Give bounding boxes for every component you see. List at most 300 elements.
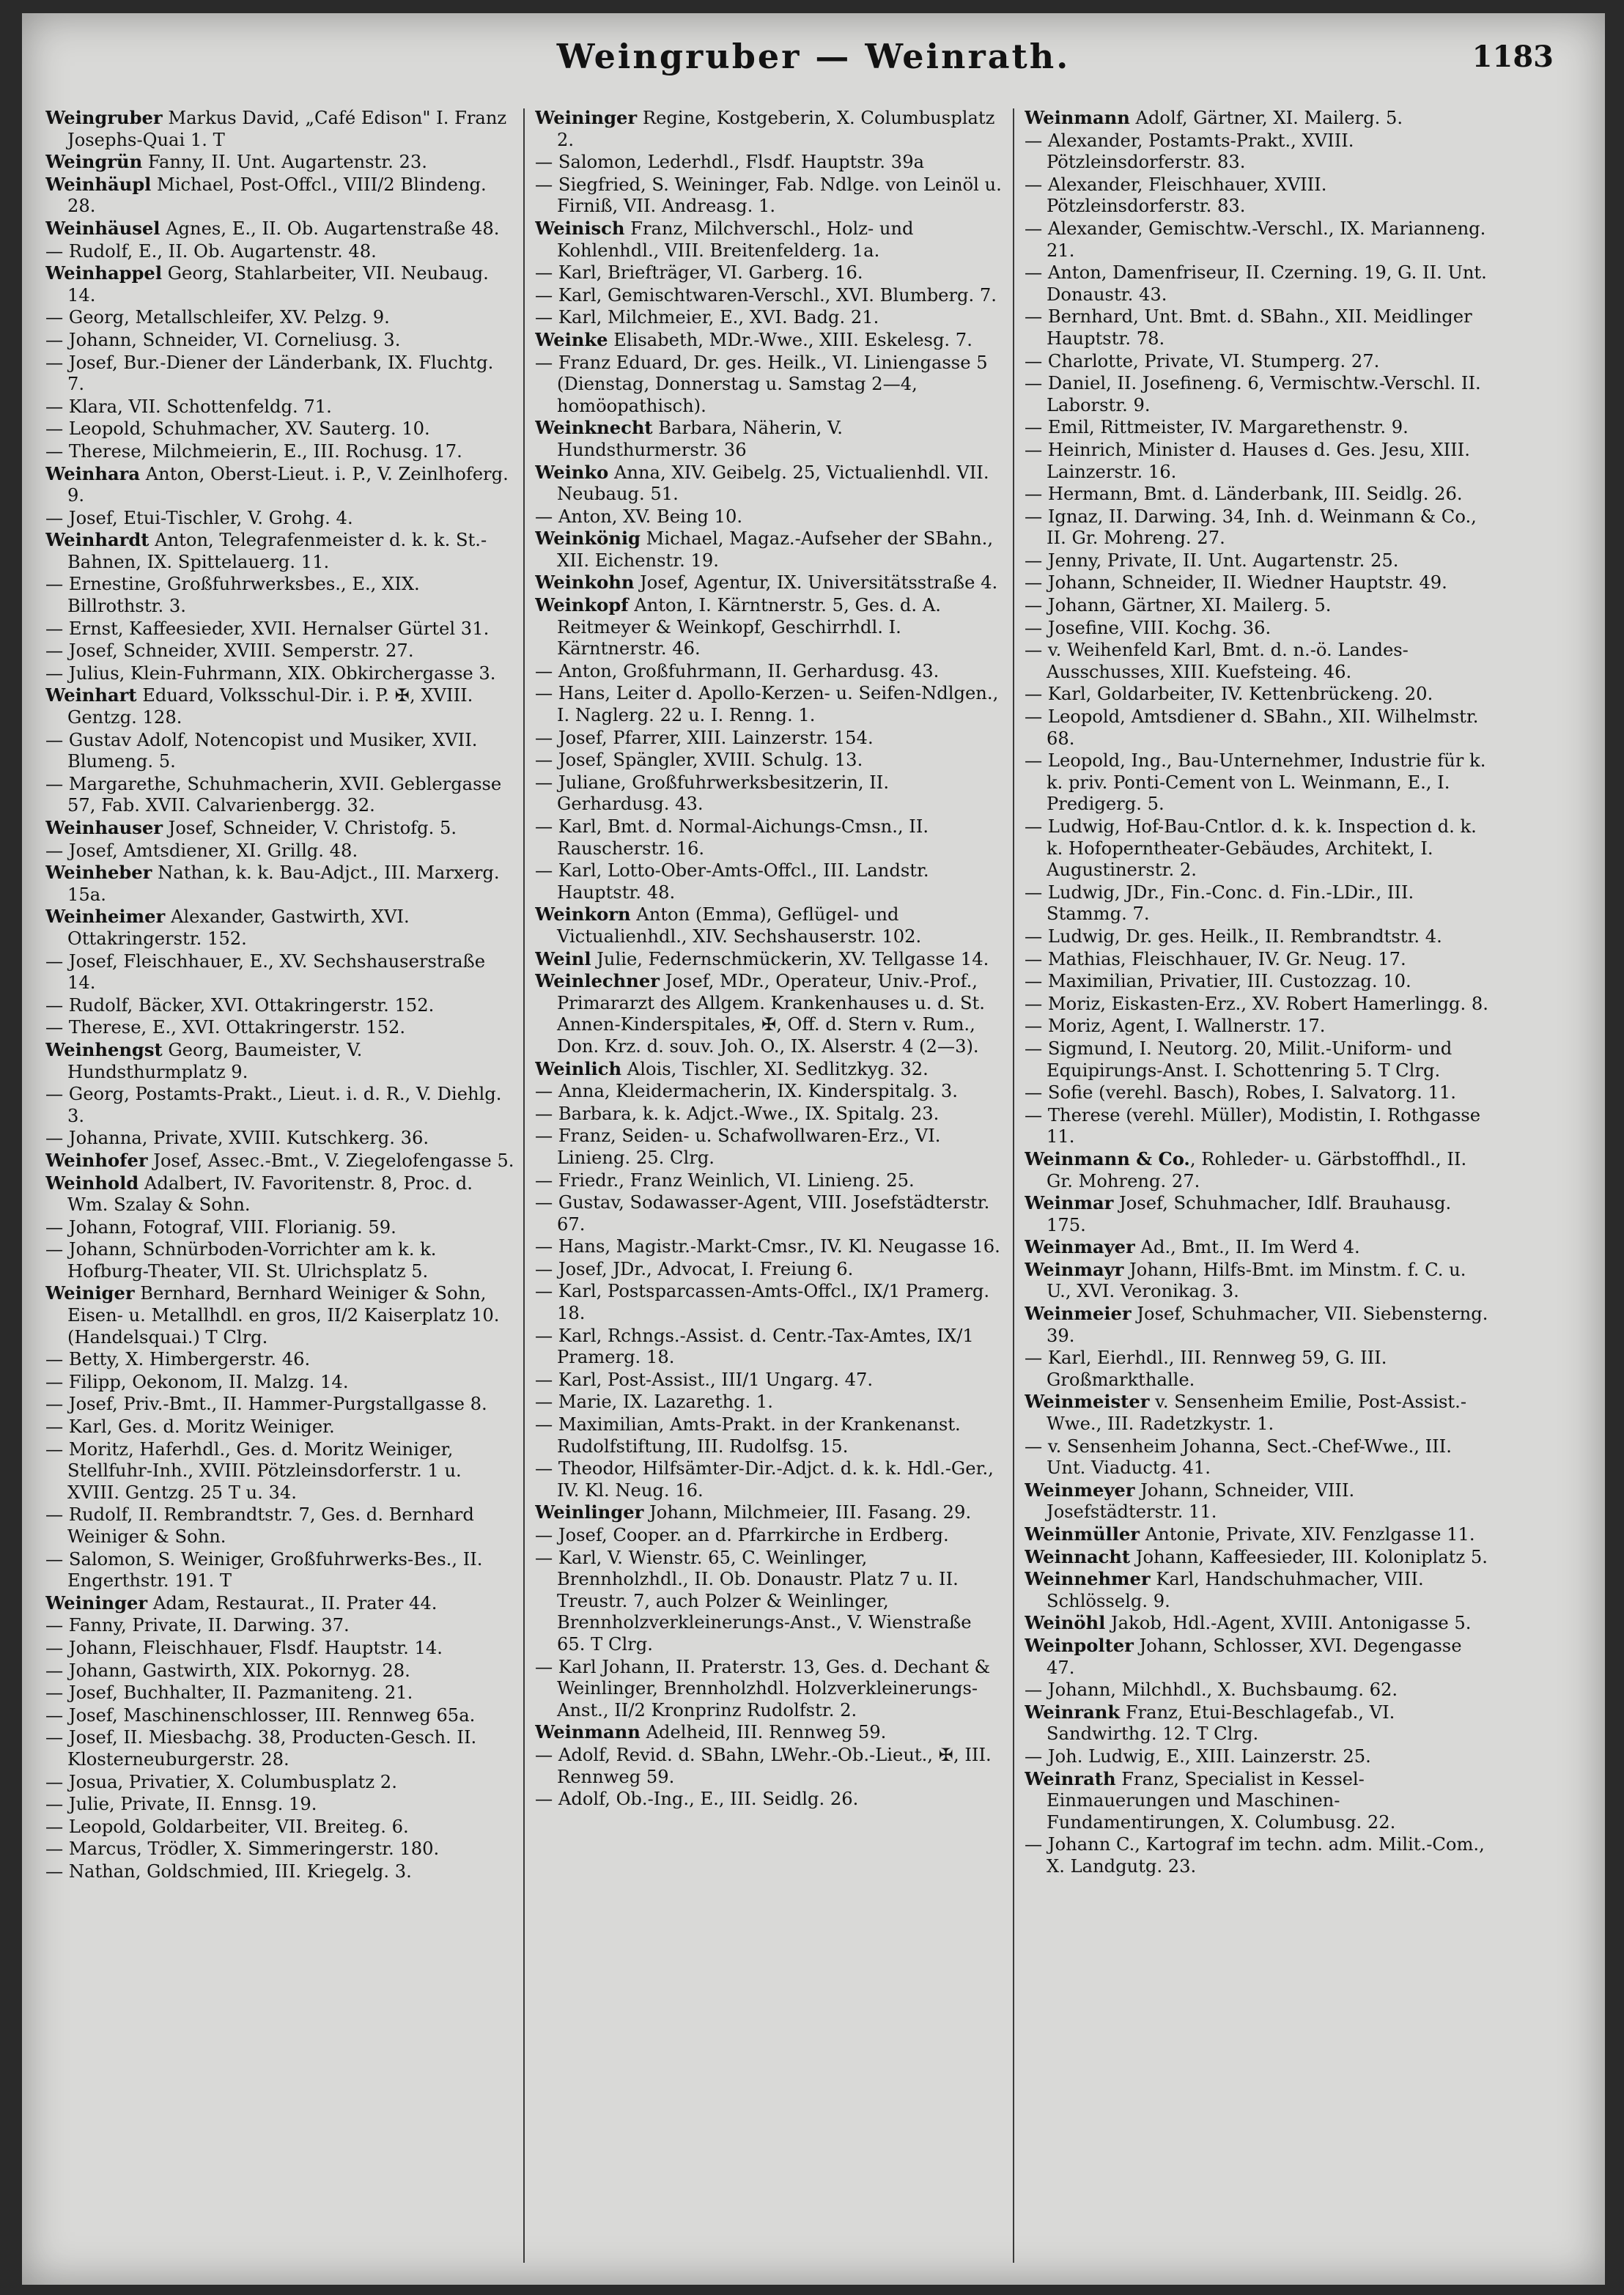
entry-details: — Gustav Adolf, Notencopist und Musiker, XVII. Blumeng. 5. bbox=[45, 729, 478, 772]
directory-entry bbox=[45, 1548, 514, 1592]
directory-entry bbox=[535, 1235, 1004, 1258]
entry-surname: Weinhäupl bbox=[45, 173, 152, 195]
entry-details: Johann, Hilfs-Bmt. im Minstm. f. C. u. U., XVI. Veronikag. 3. bbox=[1047, 1259, 1466, 1302]
entry-details: Josef, MDr., Operateur, Univ.-Prof., Primararzt des Allgem. Krankenhauses u. d. St. Annen-Kinderspitales, ✠, Off. d. Stern v. Rum., Don. Krz. d. souv. Joh. O., IX. Alserstr. 4 (2—3). bbox=[557, 971, 985, 1057]
directory-entry bbox=[535, 1413, 1004, 1457]
directory-entry bbox=[535, 306, 1004, 329]
directory-entry bbox=[45, 573, 514, 617]
directory-entry bbox=[1025, 107, 1494, 130]
entry-details: Anna, XIV. Geibelg. 25, Victualienhdl. VII. Neubaug. 51. bbox=[557, 462, 989, 505]
entry-details: — Moritz, Haferhdl., Ges. d. Moritz Weiniger, Stellfuhr-Inh., XVIII. Pötzleinsdorferstr. 1 u. XVIII. Gentzg. 25 T u. 34. bbox=[45, 1438, 462, 1503]
entry-details: Regine, Kostgeberin, X. Columbusplatz 2. bbox=[557, 108, 995, 150]
entry-surname: Weinmayr bbox=[1025, 1258, 1124, 1280]
directory-entry bbox=[45, 1704, 514, 1727]
directory-entry bbox=[45, 1793, 514, 1816]
directory-entry bbox=[1025, 572, 1494, 594]
directory-entry bbox=[1025, 1104, 1494, 1148]
entry-details: Alexander, Gastwirth, XVI. Ottakringerstr. 152. bbox=[67, 906, 410, 949]
directory-entry bbox=[45, 529, 514, 573]
entry-details: — Margarethe, Schuhmacherin, XVII. Geblergasse 57, Fab. XVII. Calvarienbergg. 32. bbox=[45, 773, 502, 816]
entry-details: — Therese (verehl. Müller), Modistin, I. Rothgasse 11. bbox=[1025, 1104, 1481, 1148]
entry-details: Anton, I. Kärntnerstr. 5, Ges. d. A. Reitmeyer & Weinkopf, Geschirrhdl. I. Kärntnerstr. 46. bbox=[557, 595, 941, 659]
directory-entry bbox=[535, 1391, 1004, 1413]
entry-surname: Weinhara bbox=[45, 462, 141, 484]
directory-entry bbox=[535, 903, 1004, 947]
directory-entry bbox=[45, 1614, 514, 1637]
directory-entry bbox=[45, 151, 514, 174]
directory-entry bbox=[45, 1172, 514, 1216]
entry-details: — Marcus, Trödler, X. Simmeringerstr. 180. bbox=[45, 1838, 440, 1860]
entry-surname: Weiniger bbox=[45, 1282, 135, 1304]
entry-surname: Weinmann bbox=[1025, 107, 1130, 128]
page-header bbox=[22, 28, 1605, 94]
entry-surname: Weinrath bbox=[1025, 1767, 1116, 1789]
directory-entry bbox=[535, 1191, 1004, 1235]
entry-details: — Karl, Lotto-Ober-Amts-Offcl., III. Landstr. Hauptstr. 48. bbox=[535, 860, 929, 903]
directory-entry bbox=[1025, 306, 1494, 350]
directory-page bbox=[22, 13, 1605, 2285]
directory-entry bbox=[45, 684, 514, 728]
entry-details: Franz, Specialist in Kessel-Einmauerungen und Maschinen-Fundamentirungen, X. Columbusg. 22. bbox=[1047, 1768, 1396, 1833]
entry-details: — Mathias, Fleischhauer, IV. Gr. Neug. 17. bbox=[1025, 948, 1406, 969]
directory-entry bbox=[1025, 1259, 1494, 1303]
entry-details: — Johanna, Private, XVIII. Kutschkerg. 36. bbox=[45, 1128, 429, 1149]
directory-entry bbox=[1025, 882, 1494, 925]
directory-entry bbox=[1025, 1568, 1494, 1612]
entry-details: — Maximilian, Amts-Prakt. in der Krankenanst. Rudolfstiftung, III. Rudolfsg. 15. bbox=[535, 1414, 961, 1457]
entry-surname: Weinmeister bbox=[1025, 1391, 1150, 1413]
directory-entry bbox=[45, 1504, 514, 1548]
entry-details: — Moriz, Eiskasten-Erz., XV. Robert Hamerlingg. 8. bbox=[1025, 993, 1488, 1014]
directory-entry bbox=[45, 994, 514, 1017]
directory-entry bbox=[535, 352, 1004, 418]
directory-entry bbox=[45, 1592, 514, 1615]
column-right bbox=[1025, 107, 1494, 2269]
entry-surname: Weinhardt bbox=[45, 529, 150, 551]
entry-details: — Josef, JDr., Advocat, I. Freiung 6. bbox=[535, 1258, 854, 1279]
entry-surname: Weinheber bbox=[45, 862, 152, 884]
directory-entry bbox=[45, 1860, 514, 1883]
entry-details: — Anna, Kleidermacherin, IX. Kinderspitalg. 3. bbox=[535, 1081, 958, 1102]
directory-entry bbox=[1025, 993, 1494, 1016]
directory-entry bbox=[45, 1838, 514, 1860]
directory-entry bbox=[1025, 130, 1494, 174]
directory-entry bbox=[45, 352, 514, 396]
entry-details: Alois, Tischler, XI. Sedlitzkyg. 32. bbox=[621, 1058, 929, 1079]
directory-entry bbox=[535, 660, 1004, 683]
entry-surname: Weinkorn bbox=[535, 903, 631, 925]
entry-details: — Johann C., Kartograf im techn. adm. Milit.-Com., X. Landgutg. 23. bbox=[1025, 1834, 1485, 1877]
column-divider bbox=[1013, 108, 1014, 2263]
directory-entry bbox=[1025, 594, 1494, 617]
entry-details: Johann, Schlosser, XVI. Degengasse 47. bbox=[1047, 1635, 1462, 1678]
entry-details: — Therese, E., XVI. Ottakringerstr. 152. bbox=[45, 1017, 406, 1038]
entry-details: — Josef, Spängler, XVIII. Schulg. 13. bbox=[535, 750, 863, 771]
entry-details: — Ludwig, JDr., Fin.-Conc. d. Fin.-LDir., III. Stammg. 7. bbox=[1025, 882, 1414, 925]
entry-details: Markus David, „Café Edison" I. Franz Josephs-Quai 1. T bbox=[67, 108, 507, 150]
entry-details: — Karl, Ges. d. Moritz Weiniger. bbox=[45, 1416, 335, 1438]
directory-entry bbox=[535, 1258, 1004, 1281]
entry-details: , Rohleder- u. Gärbstoffhdl., II. Gr. Mohreng. 27. bbox=[1047, 1148, 1467, 1191]
entry-details: Fanny, II. Unt. Augartenstr. 23. bbox=[142, 152, 427, 173]
entry-surname: Weinöhl bbox=[1025, 1612, 1106, 1634]
directory-entry bbox=[45, 329, 514, 352]
entry-details: Josef, Agentur, IX. Universitätsstraße 4. bbox=[634, 572, 998, 594]
entry-details: — Hans, Magistr.-Markt-Cmsr., IV. Kl. Neugasse 16. bbox=[535, 1236, 1000, 1257]
directory-entry bbox=[45, 1216, 514, 1239]
entry-details: — Adolf, Revid. d. SBahn, LWehr.-Ob.-Lieut., ✠, III. Rennweg 59. bbox=[535, 1744, 992, 1787]
entry-details: — Juliane, Großfuhrwerksbesitzerin, II. Gerhardusg. 43. bbox=[535, 772, 890, 815]
entry-details: — Friedr., Franz Weinlich, VI. Linieng. 25. bbox=[535, 1169, 915, 1191]
entry-details: — Moriz, Agent, I. Wallnerstr. 17. bbox=[1025, 1016, 1326, 1037]
directory-entry bbox=[1025, 816, 1494, 882]
entry-surname: Weininger bbox=[45, 1592, 148, 1614]
directory-entry bbox=[1025, 439, 1494, 483]
entry-surname: Weinhofer bbox=[45, 1149, 148, 1171]
directory-entry bbox=[1025, 1833, 1494, 1877]
entry-surname: Weingrün bbox=[45, 151, 143, 173]
entry-details: — Leopold, Amtsdiener d. SBahn., XII. Wilhelmstr. 68. bbox=[1025, 706, 1479, 749]
entry-surname: Weinrank bbox=[1025, 1701, 1121, 1723]
entry-details: — Karl, Postsparcassen-Amts-Offcl., IX/1 Pramerg. 18. bbox=[535, 1281, 990, 1324]
entry-details: Agnes, E., II. Ob. Augartenstraße 48. bbox=[160, 218, 500, 239]
directory-entry bbox=[1025, 550, 1494, 572]
directory-entry bbox=[45, 1127, 514, 1150]
directory-entry bbox=[535, 1080, 1004, 1103]
entry-details: — Salomon, Lederhdl., Flsdf. Hauptstr. 39a bbox=[535, 152, 925, 173]
directory-entry bbox=[535, 1125, 1004, 1169]
entry-details: — Siegfried, S. Weininger, Fab. Ndlge. von Leinöl u. Firniß, VII. Andreasg. 1. bbox=[535, 174, 1002, 217]
entry-details: — Josef, Maschinenschlosser, III. Rennweg 65a. bbox=[45, 1704, 476, 1726]
directory-entry bbox=[535, 284, 1004, 307]
directory-entry bbox=[1025, 1391, 1494, 1435]
entry-details: — Filipp, Oekonom, II. Malzg. 14. bbox=[45, 1371, 349, 1392]
directory-entry bbox=[45, 507, 514, 530]
directory-entry bbox=[45, 107, 514, 151]
directory-entry bbox=[535, 506, 1004, 528]
directory-entry bbox=[1025, 1303, 1494, 1347]
entry-surname: Weinlinger bbox=[535, 1501, 644, 1523]
entry-details: — Josef, Pfarrer, XIII. Lainzerstr. 154. bbox=[535, 727, 874, 748]
entry-details: — Daniel, II. Josefineng. 6, Vermischtw.-Verschl. II. Laborstr. 9. bbox=[1025, 373, 1481, 415]
directory-entry bbox=[1025, 1148, 1494, 1192]
entry-details: — Leopold, Schuhmacher, XV. Sauterg. 10. bbox=[45, 418, 430, 440]
directory-entry bbox=[1025, 506, 1494, 550]
page-number: 1183 bbox=[1472, 40, 1554, 74]
entry-details: — Nathan, Goldschmied, III. Kriegelg. 3. bbox=[45, 1860, 412, 1882]
entry-details: — Karl, Rchngs.-Assist. d. Centr.-Tax-Amtes, IX/1 Pramerg. 18. bbox=[535, 1325, 974, 1368]
directory-entry bbox=[535, 1103, 1004, 1126]
directory-entry bbox=[1025, 372, 1494, 416]
entry-details: Josef, Schuhmacher, Idlf. Brauhausg. 175. bbox=[1047, 1193, 1452, 1235]
directory-entry bbox=[45, 174, 514, 218]
entry-details: Adelheid, III. Rennweg 59. bbox=[640, 1722, 887, 1743]
directory-entry bbox=[1025, 683, 1494, 706]
directory-entry bbox=[535, 218, 1004, 262]
directory-entry bbox=[535, 1656, 1004, 1722]
entry-details: — Ignaz, II. Darwing. 34, Inh. d. Weinmann & Co., II. Gr. Mohreng. 27. bbox=[1025, 506, 1477, 549]
entry-details: — Therese, Milchmeierin, E., III. Rochusg. 17. bbox=[45, 440, 462, 462]
entry-details: Josef, Assec.-Bmt., V. Ziegelofengasse 5. bbox=[147, 1150, 514, 1171]
directory-entry bbox=[535, 417, 1004, 461]
entry-surname: Weinlechner bbox=[535, 970, 660, 992]
entry-details: — Hans, Leiter d. Apollo-Kerzen- u. Seifen-Ndlgen., I. Naglerg. 22 u. I. Renng. 1. bbox=[535, 683, 999, 726]
directory-entry bbox=[535, 329, 1004, 352]
directory-entry bbox=[535, 1547, 1004, 1656]
entry-details: — Johann, Fotograf, VIII. Florianig. 59. bbox=[45, 1216, 396, 1238]
directory-entry bbox=[45, 1660, 514, 1682]
directory-entry bbox=[535, 727, 1004, 750]
entry-details: — Josefine, VIII. Kochg. 36. bbox=[1025, 617, 1271, 638]
entry-details: Anton, Telegrafenmeister d. k. k. St.-Bahnen, IX. Spittelauerg. 11. bbox=[67, 530, 487, 572]
entry-details: — Klara, VII. Schottenfeldg. 71. bbox=[45, 396, 332, 417]
directory-entry bbox=[45, 906, 514, 950]
directory-entry bbox=[1025, 617, 1494, 640]
entry-surname: Weinke bbox=[535, 328, 608, 350]
column-middle bbox=[535, 107, 1004, 2269]
directory-entry bbox=[1025, 1082, 1494, 1104]
column-left bbox=[45, 107, 514, 2269]
entry-details: — Rudolf, E., II. Ob. Augartenstr. 48. bbox=[45, 240, 377, 262]
entry-details: — Josef, Cooper. an d. Pfarrkirche in Erdberg. bbox=[535, 1525, 949, 1545]
directory-entry bbox=[1025, 1479, 1494, 1523]
entry-details: — Theodor, Hilfsämter-Dir.-Adjct. d. k. k. Hdl.-Ger., IV. Kl. Neug. 16. bbox=[535, 1458, 994, 1501]
entry-details: — Josef, Buchhalter, II. Pazmaniteng. 21. bbox=[45, 1682, 413, 1704]
directory-entry bbox=[45, 463, 514, 507]
entry-details: — Johann, Gärtner, XI. Mailerg. 5. bbox=[1025, 595, 1332, 616]
directory-entry bbox=[535, 682, 1004, 726]
column-divider bbox=[523, 108, 525, 2263]
directory-entry bbox=[535, 816, 1004, 860]
entry-details: — Johann, Schnürboden-Vorrichter am k. k. Hofburg-Theater, VII. St. Ulrichsplatz 5. bbox=[45, 1239, 437, 1282]
entry-surname: Weininger bbox=[535, 107, 638, 128]
entry-surname: Weinmeyer bbox=[1025, 1479, 1135, 1501]
directory-entry bbox=[1025, 416, 1494, 439]
entry-surname: Weinhäusel bbox=[45, 217, 160, 239]
entry-details: — Johann, Schneider, VI. Corneliusg. 3. bbox=[45, 329, 401, 350]
directory-entry bbox=[1025, 1768, 1494, 1834]
directory-entry bbox=[1025, 174, 1494, 218]
entry-surname: Weinisch bbox=[535, 217, 625, 239]
entry-details: — Rudolf, Bäcker, XVI. Ottakringerstr. 152. bbox=[45, 994, 435, 1016]
entry-details: Johann, Milchmeier, III. Fasang. 29. bbox=[643, 1502, 972, 1523]
directory-entry bbox=[1025, 1701, 1494, 1745]
entry-details: — Rudolf, II. Rembrandtstr. 7, Ges. d. Bernhard Weiniger & Sohn. bbox=[45, 1504, 474, 1547]
entry-details: — Charlotte, Private, VI. Stumperg. 27. bbox=[1025, 350, 1380, 372]
directory-entry bbox=[535, 107, 1004, 151]
entry-details: — Johann, Milchhdl., X. Buchsbaumg. 62. bbox=[1025, 1679, 1398, 1701]
directory-entry bbox=[1025, 706, 1494, 750]
entry-surname: Weinhauser bbox=[45, 817, 163, 838]
directory-entry bbox=[45, 773, 514, 817]
entry-details: — Marie, IX. Lazarethg. 1. bbox=[535, 1392, 773, 1413]
directory-entry bbox=[45, 1416, 514, 1438]
directory-entry bbox=[45, 1438, 514, 1504]
entry-details: — v. Weihenfeld Karl, Bmt. d. n.-ö. Landes-Ausschusses, XIII. Kuefsteing. 46. bbox=[1025, 640, 1409, 682]
entry-details: — Josua, Privatier, X. Columbusplatz 2. bbox=[45, 1771, 397, 1792]
directory-entry bbox=[1025, 1523, 1494, 1546]
entry-details: Eduard, Volksschul-Dir. i. P. ✠, XVIII. Gentzg. 128. bbox=[67, 685, 473, 728]
entry-surname: Weinhold bbox=[45, 1172, 139, 1194]
entry-details: — Fanny, Private, II. Darwing. 37. bbox=[45, 1615, 350, 1636]
directory-entry bbox=[1025, 1435, 1494, 1479]
entry-details: — Jenny, Private, II. Unt. Augartenstr. 25. bbox=[1025, 550, 1399, 571]
entry-details: — Hermann, Bmt. d. Länderbank, III. Seidlg. 26. bbox=[1025, 484, 1463, 505]
entry-surname: Weinhappel bbox=[45, 262, 163, 284]
entry-details: Johann, Kaffeesieder, III. Koloniplatz 5. bbox=[1130, 1546, 1488, 1567]
entry-surname: Weinmann & Co. bbox=[1025, 1148, 1190, 1169]
entry-details: Franz, Milchverschl., Holz- und Kohlenhdl., VIII. Breitenfelderg. 1a. bbox=[557, 218, 914, 261]
directory-entry bbox=[535, 151, 1004, 174]
directory-entry bbox=[535, 174, 1004, 218]
directory-entry bbox=[535, 1524, 1004, 1547]
entry-details: — Johann, Schneider, II. Wiedner Hauptstr. 49. bbox=[1025, 572, 1447, 594]
entry-details: — Sofie (verehl. Basch), Robes, I. Salvatorg. 11. bbox=[1025, 1082, 1456, 1104]
entry-details: — Anton, XV. Being 10. bbox=[535, 506, 743, 527]
directory-entry bbox=[45, 817, 514, 840]
entry-details: — Karl, Bmt. d. Normal-Aichungs-Cmsn., II. Rauscherstr. 16. bbox=[535, 816, 929, 859]
directory-entry bbox=[1025, 1635, 1494, 1679]
directory-entry bbox=[1025, 1745, 1494, 1768]
directory-entry bbox=[1025, 970, 1494, 993]
entry-details: — Franz Eduard, Dr. ges. Heilk., VI. Liniengasse 5 (Dienstag, Donnerstag u. Samstag 2—4, homöopathisch). bbox=[535, 352, 988, 416]
directory-entry bbox=[1025, 262, 1494, 306]
directory-entry bbox=[535, 572, 1004, 594]
entry-details: Franz, Etui-Beschlagefab., VI. Sandwirthg. 12. T Clrg. bbox=[1047, 1701, 1395, 1745]
directory-entry bbox=[45, 1771, 514, 1794]
entry-details: — Josef, II. Miesbachg. 38, Producten-Gesch. II. Klosterneuburgerstr. 28. bbox=[45, 1727, 477, 1770]
directory-entry bbox=[45, 840, 514, 862]
entry-details: — Josef, Bur.-Diener der Länderbank, IX. Fluchtg. 7. bbox=[45, 352, 494, 395]
entry-surname: Weinmayer bbox=[1025, 1236, 1135, 1258]
directory-entry bbox=[535, 860, 1004, 903]
entry-details: — Josef, Etui-Tischler, V. Grohg. 4. bbox=[45, 507, 353, 528]
entry-surname: Weinheimer bbox=[45, 906, 166, 928]
entry-surname: Weinlich bbox=[535, 1057, 622, 1079]
directory-entry bbox=[535, 1744, 1004, 1788]
entry-details: — Josef, Fleischhauer, E., XV. Sechshauserstraße 14. bbox=[45, 950, 486, 994]
directory-entry bbox=[535, 1169, 1004, 1192]
entry-details: — Alexander, Fleischhauer, XVIII. Pötzleinsdorferstr. 83. bbox=[1025, 174, 1327, 217]
entry-details: — Alexander, Gemischtw.-Verschl., IX. Marianneng. 21. bbox=[1025, 218, 1486, 261]
entry-details: Barbara, Näherin, V. Hundsthurmerstr. 36 bbox=[557, 418, 843, 460]
entry-surname: Weinkopf bbox=[535, 594, 629, 616]
entry-details: Nathan, k. k. Bau-Adjct., III. Marxerg. 15a. bbox=[67, 862, 500, 905]
directory-entry bbox=[45, 440, 514, 463]
entry-details: Adolf, Gärtner, XI. Mailerg. 5. bbox=[1129, 108, 1403, 128]
directory-entry bbox=[1025, 1546, 1494, 1569]
entry-details: — Karl, Goldarbeiter, IV. Kettenbrückeng. 20. bbox=[1025, 684, 1433, 705]
directory-entry bbox=[535, 1325, 1004, 1369]
entry-surname: Weinknecht bbox=[535, 417, 653, 439]
directory-entry bbox=[1025, 1038, 1494, 1082]
directory-entry bbox=[45, 1393, 514, 1416]
directory-entry bbox=[45, 1039, 514, 1083]
directory-entry bbox=[45, 1682, 514, 1704]
entry-details: — Josef, Schneider, XVIII. Semperstr. 27. bbox=[45, 640, 414, 662]
entry-details: — Barbara, k. k. Adjct.-Wwe., IX. Spitalg. 23. bbox=[535, 1103, 940, 1124]
entry-details: — Josef, Priv.-Bmt., II. Hammer-Purgstallgasse 8. bbox=[45, 1394, 487, 1415]
page-title: Weingruber — Weinrath. bbox=[556, 37, 1071, 76]
directory-entry bbox=[535, 1369, 1004, 1392]
directory-entry bbox=[1025, 1612, 1494, 1635]
directory-entry bbox=[1025, 483, 1494, 506]
directory-entry bbox=[45, 1348, 514, 1371]
entry-details: — Betty, X. Himbergerstr. 46. bbox=[45, 1349, 311, 1370]
entry-details: — Johann, Gastwirth, XIX. Pokornyg. 28. bbox=[45, 1660, 410, 1681]
directory-entry bbox=[1025, 350, 1494, 373]
directory-entry bbox=[535, 1280, 1004, 1324]
directory-entry bbox=[1025, 1679, 1494, 1701]
directory-entry bbox=[535, 948, 1004, 971]
directory-entry bbox=[45, 418, 514, 440]
entry-surname: Weinmann bbox=[535, 1721, 641, 1743]
entry-details: — Karl, Milchmeier, E., XVI. Badg. 21. bbox=[535, 307, 879, 328]
directory-entry bbox=[45, 1726, 514, 1770]
entry-details: Michael, Post-Offcl., VIII/2 Blindeng. 28. bbox=[67, 174, 487, 217]
directory-entry bbox=[45, 618, 514, 640]
entry-details: — Joh. Ludwig, E., XIII. Lainzerstr. 25. bbox=[1025, 1745, 1371, 1767]
directory-entry bbox=[45, 240, 514, 263]
directory-entry bbox=[45, 662, 514, 685]
entry-details: — Sigmund, I. Neutorg. 20, Milit.-Uniform- und Equipirungs-Anst. I. Schottenring 5. T Clrg. bbox=[1025, 1038, 1453, 1081]
directory-entry bbox=[45, 1816, 514, 1838]
entry-surname: Weinnacht bbox=[1025, 1545, 1131, 1567]
entry-details: — Karl, Briefträger, VI. Garberg. 16. bbox=[535, 262, 863, 284]
entry-details: — Bernhard, Unt. Bmt. d. SBahn., XII. Meidlinger Hauptstr. 78. bbox=[1025, 306, 1472, 349]
directory-entry bbox=[535, 594, 1004, 660]
entry-surname: Weingruber bbox=[45, 107, 163, 128]
directory-entry bbox=[45, 218, 514, 240]
entry-details: Josef, Schneider, V. Christofg. 5. bbox=[162, 818, 457, 838]
directory-entry bbox=[45, 262, 514, 306]
entry-surname: Weinl bbox=[535, 947, 591, 969]
entry-details: Bernhard, Bernhard Weiniger & Sohn, Eisen- u. Metallhdl. en gros, II/2 Kaiserplatz 10. (Handelsquai.) T Clrg. bbox=[67, 1283, 500, 1348]
entry-details: — Johann, Fleischhauer, Flsdf. Hauptstr. 14. bbox=[45, 1637, 443, 1658]
entry-details: Georg, Stahlarbeiter, VII. Neubaug. 14. bbox=[67, 263, 489, 306]
entry-details: — Anton, Großfuhrmann, II. Gerhardusg. 43. bbox=[535, 660, 940, 681]
directory-entry bbox=[45, 640, 514, 662]
entry-details: — Ernst, Kaffeesieder, XVII. Hernalser Gürtel 31. bbox=[45, 618, 490, 639]
entry-details: — Alexander, Postamts-Prakt., XVIII. Pötzleinsdorferstr. 83. bbox=[1025, 130, 1354, 173]
entry-details: — Anton, Damenfriseur, II. Czerning. 19, G. II. Unt. Donaustr. 43. bbox=[1025, 262, 1487, 305]
entry-surname: Weinmüller bbox=[1025, 1523, 1140, 1545]
entry-details: — Leopold, Ing., Bau-Unternehmer, Industrie für k. k. priv. Ponti-Cement von L. Weinmann, E., I. Predigerg. 5. bbox=[1025, 750, 1486, 815]
entry-details: Michael, Magaz.-Aufseher der SBahn., XII. Eichenstr. 19. bbox=[557, 528, 994, 571]
entry-details: — Karl, V. Wienstr. 65, C. Weinlinger, Brennholzhdl., II. Ob. Donaustr. Platz 7 u. II. Treustr. 7, auch Polzer & Weinlinger, Brennholzverkleinerungs-Anst., V. Wienstraße 65. T Clrg. bbox=[535, 1547, 972, 1655]
entry-details: Josef, Schuhmacher, VII. Siebensterng. 39. bbox=[1047, 1304, 1488, 1346]
directory-entry bbox=[1025, 1236, 1494, 1259]
entry-details: — Salomon, S. Weiniger, Großfuhrwerks-Bes., II. Engerthstr. 191. T bbox=[45, 1548, 483, 1592]
entry-details: Jakob, Hdl.-Agent, XVIII. Antonigasse 5. bbox=[1105, 1613, 1472, 1634]
entry-details: — Karl, Gemischtwaren-Verschl., XVI. Blumberg. 7. bbox=[535, 284, 997, 306]
entry-details: Adam, Restaurat., II. Prater 44. bbox=[147, 1592, 438, 1614]
entry-surname: Weinko bbox=[535, 461, 609, 483]
directory-entry bbox=[45, 1371, 514, 1394]
entry-details: — Julie, Private, II. Ennsg. 19. bbox=[45, 1794, 317, 1815]
directory-entry bbox=[1025, 750, 1494, 816]
entry-details: — Georg, Metallschleifer, XV. Pelzg. 9. bbox=[45, 307, 390, 328]
entry-details: — Franz, Seiden- u. Schafwollwaren-Erz., VI. Linieng. 25. Clrg. bbox=[535, 1126, 941, 1168]
entry-details: — Julius, Klein-Fuhrmann, XIX. Obkirchergasse 3. bbox=[45, 662, 496, 684]
entry-surname: Weinkohn bbox=[535, 572, 635, 594]
entry-details: Anton, Oberst-Lieut. i. P., V. Zeinlhoferg. 9. bbox=[67, 463, 509, 506]
directory-entry bbox=[535, 1721, 1004, 1744]
directory-entry bbox=[535, 772, 1004, 816]
entry-surname: Weinhart bbox=[45, 684, 137, 706]
directory-entry bbox=[535, 749, 1004, 772]
directory-entry bbox=[1025, 639, 1494, 683]
